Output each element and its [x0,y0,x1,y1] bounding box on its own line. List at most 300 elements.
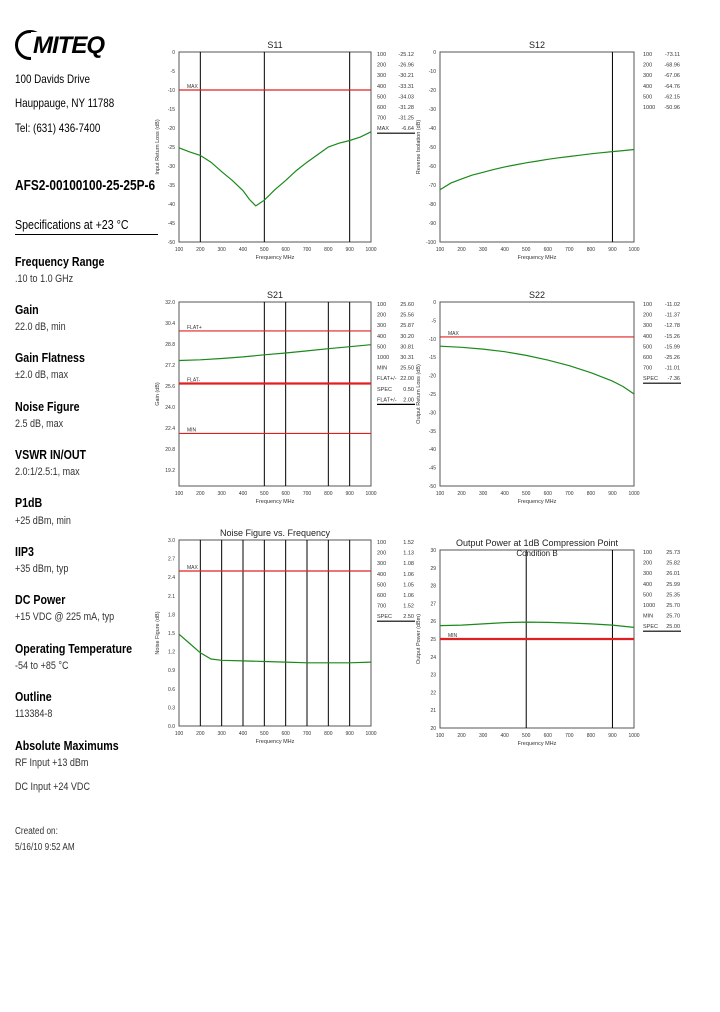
y-tick-label: 1.5 [168,631,175,637]
readout-label: 600 [377,593,387,599]
x-tick-label: 900 [608,247,617,253]
chart-s22 [416,290,681,505]
x-tick-label: 800 [324,731,333,737]
spec-name-noise-figure: Noise Figure [15,399,80,414]
spec-name-vswr: VSWR IN/OUT [15,447,87,462]
abs-max-title: Absolute Maximums [15,738,119,753]
readout-label: 100 [643,52,653,58]
spec-value-frequency-range: .10 to 1.0 GHz [15,273,74,285]
spec-name-iip3: IIP3 [15,544,34,559]
x-tick-label: 900 [608,491,617,497]
readout-value: -50.96 [664,105,680,111]
spec-name-outline: Outline [15,689,52,704]
y-tick-label: -25 [428,392,436,398]
x-tick-label: 800 [324,491,333,497]
x-tick-label: 700 [302,731,312,737]
x-tick-label: 800 [586,491,596,497]
chart-title: S12 [528,40,546,50]
y-tick-label: -5 [431,318,436,325]
readout-value: -11.02 [664,302,680,308]
plot-frame [440,52,634,242]
readout-value: -31.25 [398,115,414,122]
series-line [440,150,634,190]
x-tick-label: 100 [174,491,184,497]
created-label: Created on: [15,826,58,837]
readout-label: 400 [377,333,387,340]
y-tick-label: -10 [428,336,436,343]
x-tick-label: 300 [478,247,488,253]
readout-label: SPEC [643,376,658,383]
readout-value: -34.03 [398,94,414,101]
readout-label: 300 [377,323,387,330]
chart-noise-figure [155,528,415,745]
y-tick-label: -45 [428,465,436,472]
abs-max-rf-input: RF Input +13 dBm [15,757,89,769]
y-tick-label: -20 [428,88,436,94]
readout-value: -26.96 [398,62,414,69]
y-tick-label: -30 [428,410,436,417]
y-axis-label: Output Return Loss (dB) [416,364,422,424]
readout-label: MAX [377,126,389,133]
y-tick-label: 0.0 [168,724,175,730]
x-tick-label: 800 [586,247,596,253]
spec-value-noise-figure: 2.5 dB, max [15,418,64,430]
y-tick-label: 2.7 [168,556,175,563]
x-tick-label: 700 [302,491,312,497]
x-axis-label: Frequency MHz [517,255,557,261]
readout-label: 500 [643,94,653,101]
y-tick-label: 22 [430,690,436,697]
chart-title: S22 [528,290,546,300]
x-tick-label: 1000 [628,733,640,739]
y-tick-label: -5 [170,69,175,75]
y-tick-label: 0 [433,50,436,56]
readout-label: 500 [643,592,653,599]
limit-label: MAX [448,330,459,337]
x-tick-label: 500 [260,247,269,253]
created-value: 5/16/10 9:52 AM [15,842,75,853]
x-tick-label: 1000 [628,247,640,253]
readout-label: 200 [377,62,387,69]
readout-label: 200 [377,312,387,319]
limit-label: MIN [448,633,458,639]
y-tick-label: 30.4 [165,321,175,328]
limit-label: MAX [187,565,198,571]
readout-value: -7.36 [667,376,680,383]
y-tick-label: -15 [428,355,436,362]
y-tick-label: 20.8 [165,447,175,454]
y-tick-label: -40 [428,447,436,454]
readout-label: 600 [377,105,387,111]
readout-value: 1.05 [403,582,414,589]
x-tick-label: 100 [435,247,445,253]
y-tick-label: -100 [425,240,436,246]
readout-value: 25.82 [666,560,680,567]
readout-label: 400 [643,333,653,340]
readout-label: 1000 [643,105,656,111]
y-tick-label: -25 [167,145,175,151]
x-tick-label: 300 [478,491,488,497]
readout-value: 1.06 [403,593,414,599]
x-tick-label: 600 [543,247,552,253]
readout-label: 500 [377,94,387,101]
x-tick-label: 500 [522,247,531,253]
y-tick-label: -90 [428,221,436,227]
plot-frame [440,550,634,728]
readout-label: 700 [377,115,387,122]
y-tick-label: 3.0 [168,538,175,544]
readout-value: 1.06 [403,571,414,578]
readout-value: -15.99 [664,344,680,351]
divider [15,234,158,235]
spec-value-operating-temp: -54 to +85 °C [15,660,69,672]
x-tick-label: 200 [196,491,205,497]
x-tick-label: 100 [435,491,445,497]
plot-frame [179,540,371,726]
readout-label: 400 [377,83,387,90]
chart-s12 [416,40,680,261]
y-tick-label: 25 [430,637,436,643]
readout-label: 400 [377,571,387,578]
readout-value: 30.20 [400,333,414,340]
series-line [179,634,371,663]
x-tick-label: 200 [457,733,466,739]
x-tick-label: 400 [238,491,248,497]
readout-label: 1000 [377,355,390,361]
readout-value: 0.50 [403,386,414,393]
x-tick-label: 300 [217,491,226,497]
x-tick-label: 100 [174,731,184,737]
series-line [179,345,371,361]
readout-label: 300 [377,73,387,80]
y-tick-label: -80 [428,202,436,208]
readout-value: -31.28 [398,105,414,111]
x-tick-label: 100 [174,247,184,253]
readout-label: 600 [643,355,653,361]
chart-subtitle: Condition B [516,549,558,558]
plot-frame [179,52,371,242]
x-tick-label: 1000 [365,731,377,737]
y-tick-label: 21 [430,708,436,715]
readout-value: 2.00 [403,397,414,404]
readout-label: SPEC [643,624,658,631]
x-tick-label: 900 [608,733,617,739]
readout-label: 400 [643,83,653,90]
readout-label: FLAT+/- [377,397,397,404]
y-tick-label: 25.6 [165,384,175,391]
y-tick-label: -40 [428,126,436,132]
x-tick-label: 900 [345,491,354,497]
x-tick-label: 600 [543,733,552,739]
x-tick-label: 700 [302,247,312,253]
y-axis-label: Gain (dB) [155,382,161,406]
readout-table [643,302,681,383]
y-axis-label: Output Power (dBm) [416,613,422,665]
y-tick-label: -45 [167,221,175,227]
y-tick-label: 0.9 [168,668,175,675]
readout-label: 200 [643,62,653,69]
spec-name-frequency-range: Frequency Range [15,254,105,269]
y-tick-label: 2.4 [168,575,175,582]
y-tick-label: 0.6 [168,686,175,693]
y-tick-label: -30 [167,164,175,170]
y-tick-label: -40 [167,202,175,208]
y-tick-label: -20 [428,373,436,380]
y-tick-label: 28.8 [165,342,175,349]
readout-value: 25.87 [400,323,414,330]
readout-value: -30.21 [398,73,414,80]
spec-sidebar [0,0,160,1012]
readout-label: 300 [643,73,653,80]
spec-value-iip3: +35 dBm, typ [15,563,69,575]
readout-value: -67.06 [664,73,680,80]
spec-value-dc-power: +15 VDC @ 225 mA, typ [15,611,115,623]
chart-s21 [155,290,415,505]
plot-frame [440,302,634,486]
model-number: AFS2-00100100-25-25P-6 [15,178,156,194]
x-axis-label: Frequency MHz [255,255,295,261]
x-tick-label: 100 [435,733,445,739]
readout-value: -33.31 [398,83,414,90]
x-tick-label: 400 [238,731,248,737]
y-tick-label: 0 [172,50,175,56]
chart-s11 [155,40,415,261]
x-tick-label: 500 [522,491,531,497]
x-tick-label: 400 [500,733,509,739]
limit-label: FLAT+ [187,324,202,331]
y-tick-label: 30 [430,548,436,554]
limit-label: FLAT- [187,377,201,384]
y-tick-label: 19.2 [165,468,175,475]
x-tick-label: 700 [565,247,574,253]
readout-value: -25.12 [398,52,414,58]
y-tick-label: -15 [167,107,175,113]
y-tick-label: 0.3 [168,705,175,712]
readout-label: MIN [643,613,654,620]
spec-value-p1db: +25 dBm, min [15,515,71,527]
readout-value: -6.64 [401,126,414,133]
x-tick-label: 500 [522,733,531,739]
x-tick-label: 700 [565,733,574,739]
readout-label: 100 [377,540,387,546]
x-axis-label: Frequency MHz [255,499,295,505]
readout-value: -62.15 [664,94,680,101]
readout-label: 100 [643,302,653,308]
x-tick-label: 500 [260,731,269,737]
readout-label: 500 [643,344,653,351]
readout-table [643,52,680,111]
readout-value: 1.08 [403,561,414,568]
y-tick-label: -10 [167,88,175,94]
readout-label: SPEC [377,386,392,393]
x-tick-label: 800 [586,733,596,739]
readout-value: 25.56 [400,312,414,319]
x-tick-label: 400 [500,247,509,253]
readout-label: 100 [377,302,387,308]
y-axis-label: Input Return Loss (dB) [155,119,161,175]
chart-p1db [416,538,681,747]
plot-frame [179,302,371,486]
readout-value: 25.50 [400,365,414,372]
readout-label: 100 [643,550,653,556]
address-line2: Hauppauge, NY 11788 [15,96,115,110]
readout-label: SPEC [377,614,392,621]
readout-label: 500 [377,582,387,589]
readout-value: 1.52 [403,603,414,610]
address-line1: 100 Davids Drive [15,72,90,86]
x-axis-label: Frequency MHz [517,741,557,747]
readout-value: -12.78 [664,323,680,330]
y-tick-label: -35 [167,183,175,189]
y-tick-label: 24.0 [165,405,175,412]
y-tick-label: 0 [433,300,436,306]
series-line [440,622,634,627]
y-tick-label: 23 [430,672,436,679]
y-tick-label: -35 [428,428,436,435]
x-tick-label: 400 [500,491,509,497]
y-tick-label: -50 [167,240,175,246]
y-tick-label: -30 [428,107,436,113]
readout-label: 300 [643,571,653,578]
spec-name-gain-flatness: Gain Flatness [15,350,85,365]
x-tick-label: 600 [281,491,290,497]
chart-title: S21 [266,290,284,300]
x-tick-label: 600 [281,731,290,737]
readout-value: -25.26 [664,355,680,361]
y-axis-label: Reverse Isolation (dB) [416,119,422,175]
readout-value: 30.81 [400,344,414,351]
readout-label: 200 [643,560,653,567]
x-axis-label: Frequency MHz [517,499,557,505]
spec-value-gain: 22.0 dB, min [15,321,66,333]
readout-value: 25.70 [666,603,680,609]
logo-text: MITEQ [33,32,104,59]
y-tick-label: 32.0 [165,300,175,306]
y-tick-label: -10 [428,69,436,75]
y-tick-label: -50 [428,484,436,490]
readout-table [377,52,415,133]
x-tick-label: 400 [238,247,248,253]
readout-label: 400 [643,581,653,588]
readout-value: 25.73 [666,550,680,556]
spec-name-p1db: P1dB [15,495,43,510]
x-tick-label: 200 [457,247,466,253]
y-axis-label: Noise Figure (dB) [155,611,161,655]
readout-value: 25.99 [666,581,680,588]
y-tick-label: -50 [428,145,436,151]
x-tick-label: 700 [565,491,574,497]
readout-value: -11.37 [664,312,680,319]
readout-table [377,540,415,621]
readout-label: 1000 [643,603,656,609]
y-tick-label: -60 [428,164,436,170]
y-tick-label: -70 [428,183,436,189]
readout-label: 300 [643,323,653,330]
spec-name-gain: Gain [15,302,39,317]
readout-value: 25.35 [666,592,680,599]
readout-label: 200 [377,550,387,557]
y-tick-label: 1.8 [168,612,175,619]
x-tick-label: 200 [196,247,205,253]
spec-value-vswr: 2.0:1/2.5:1, max [15,466,80,478]
readout-label: 700 [643,365,653,372]
y-tick-label: -20 [167,126,175,132]
chart-title: Output Power at 1dB Compression Point [455,538,619,548]
readout-label: 500 [377,344,387,351]
readout-label: 200 [643,312,653,319]
readout-value: 1.13 [403,550,414,557]
x-tick-label: 200 [196,731,205,737]
spec-conditions: Specifications at +23 °C [15,217,129,232]
limit-label: MAX [187,84,198,90]
x-tick-label: 300 [217,731,226,737]
x-axis-label: Frequency MHz [255,739,295,745]
miteq-logo [15,30,115,62]
readout-value: 22.00 [400,376,414,383]
chart-title: Noise Figure vs. Frequency [219,528,331,538]
readout-value: 30.31 [400,355,414,361]
x-tick-label: 500 [260,491,269,497]
readout-label: 300 [377,561,387,568]
readout-value: 2.50 [403,614,414,621]
y-tick-label: 1.2 [168,649,175,656]
readout-value: 25.70 [666,613,680,620]
x-tick-label: 1000 [365,491,377,497]
readout-value: -73.11 [664,52,680,58]
y-tick-label: 26 [430,619,436,626]
spec-value-gain-flatness: ±2.0 dB, max [15,369,69,381]
y-tick-label: 20 [430,726,436,732]
readout-value: 25.00 [666,624,680,631]
phone: Tel: (631) 436-7400 [15,121,101,135]
readout-label: 100 [377,52,387,58]
x-tick-label: 600 [281,247,290,253]
limit-label: MIN [187,427,197,434]
readout-value: 1.52 [403,540,414,546]
spec-name-dc-power: DC Power [15,592,66,607]
readout-value: 26.01 [666,571,680,578]
readout-value: -64.76 [664,83,680,90]
y-tick-label: 27 [430,601,436,608]
spec-name-operating-temp: Operating Temperature [15,641,133,656]
y-tick-label: 24 [430,654,436,661]
series-line [440,346,634,394]
chart-title: S11 [267,40,283,50]
series-line [179,132,371,206]
readout-table [377,302,415,404]
y-tick-label: 2.1 [168,593,175,600]
x-tick-label: 1000 [365,247,377,253]
readout-table [643,550,681,631]
y-tick-label: 28 [430,583,436,590]
y-tick-label: 22.4 [165,426,175,433]
x-tick-label: 800 [324,247,333,253]
readout-label: MIN [377,365,388,372]
readout-value: -15.26 [664,333,680,340]
x-tick-label: 300 [478,733,488,739]
readout-label: FLAT+/- [377,376,397,383]
x-tick-label: 900 [345,247,354,253]
spec-value-outline: 113384-8 [15,708,53,720]
readout-value: -68.96 [664,62,680,69]
x-tick-label: 900 [345,731,354,737]
y-tick-label: 27.2 [165,363,175,370]
x-tick-label: 1000 [628,491,640,497]
x-tick-label: 300 [217,247,226,253]
x-tick-label: 200 [457,491,466,497]
abs-max-dc-input: DC Input +24 VDC [15,781,90,793]
y-tick-label: 29 [430,565,436,572]
